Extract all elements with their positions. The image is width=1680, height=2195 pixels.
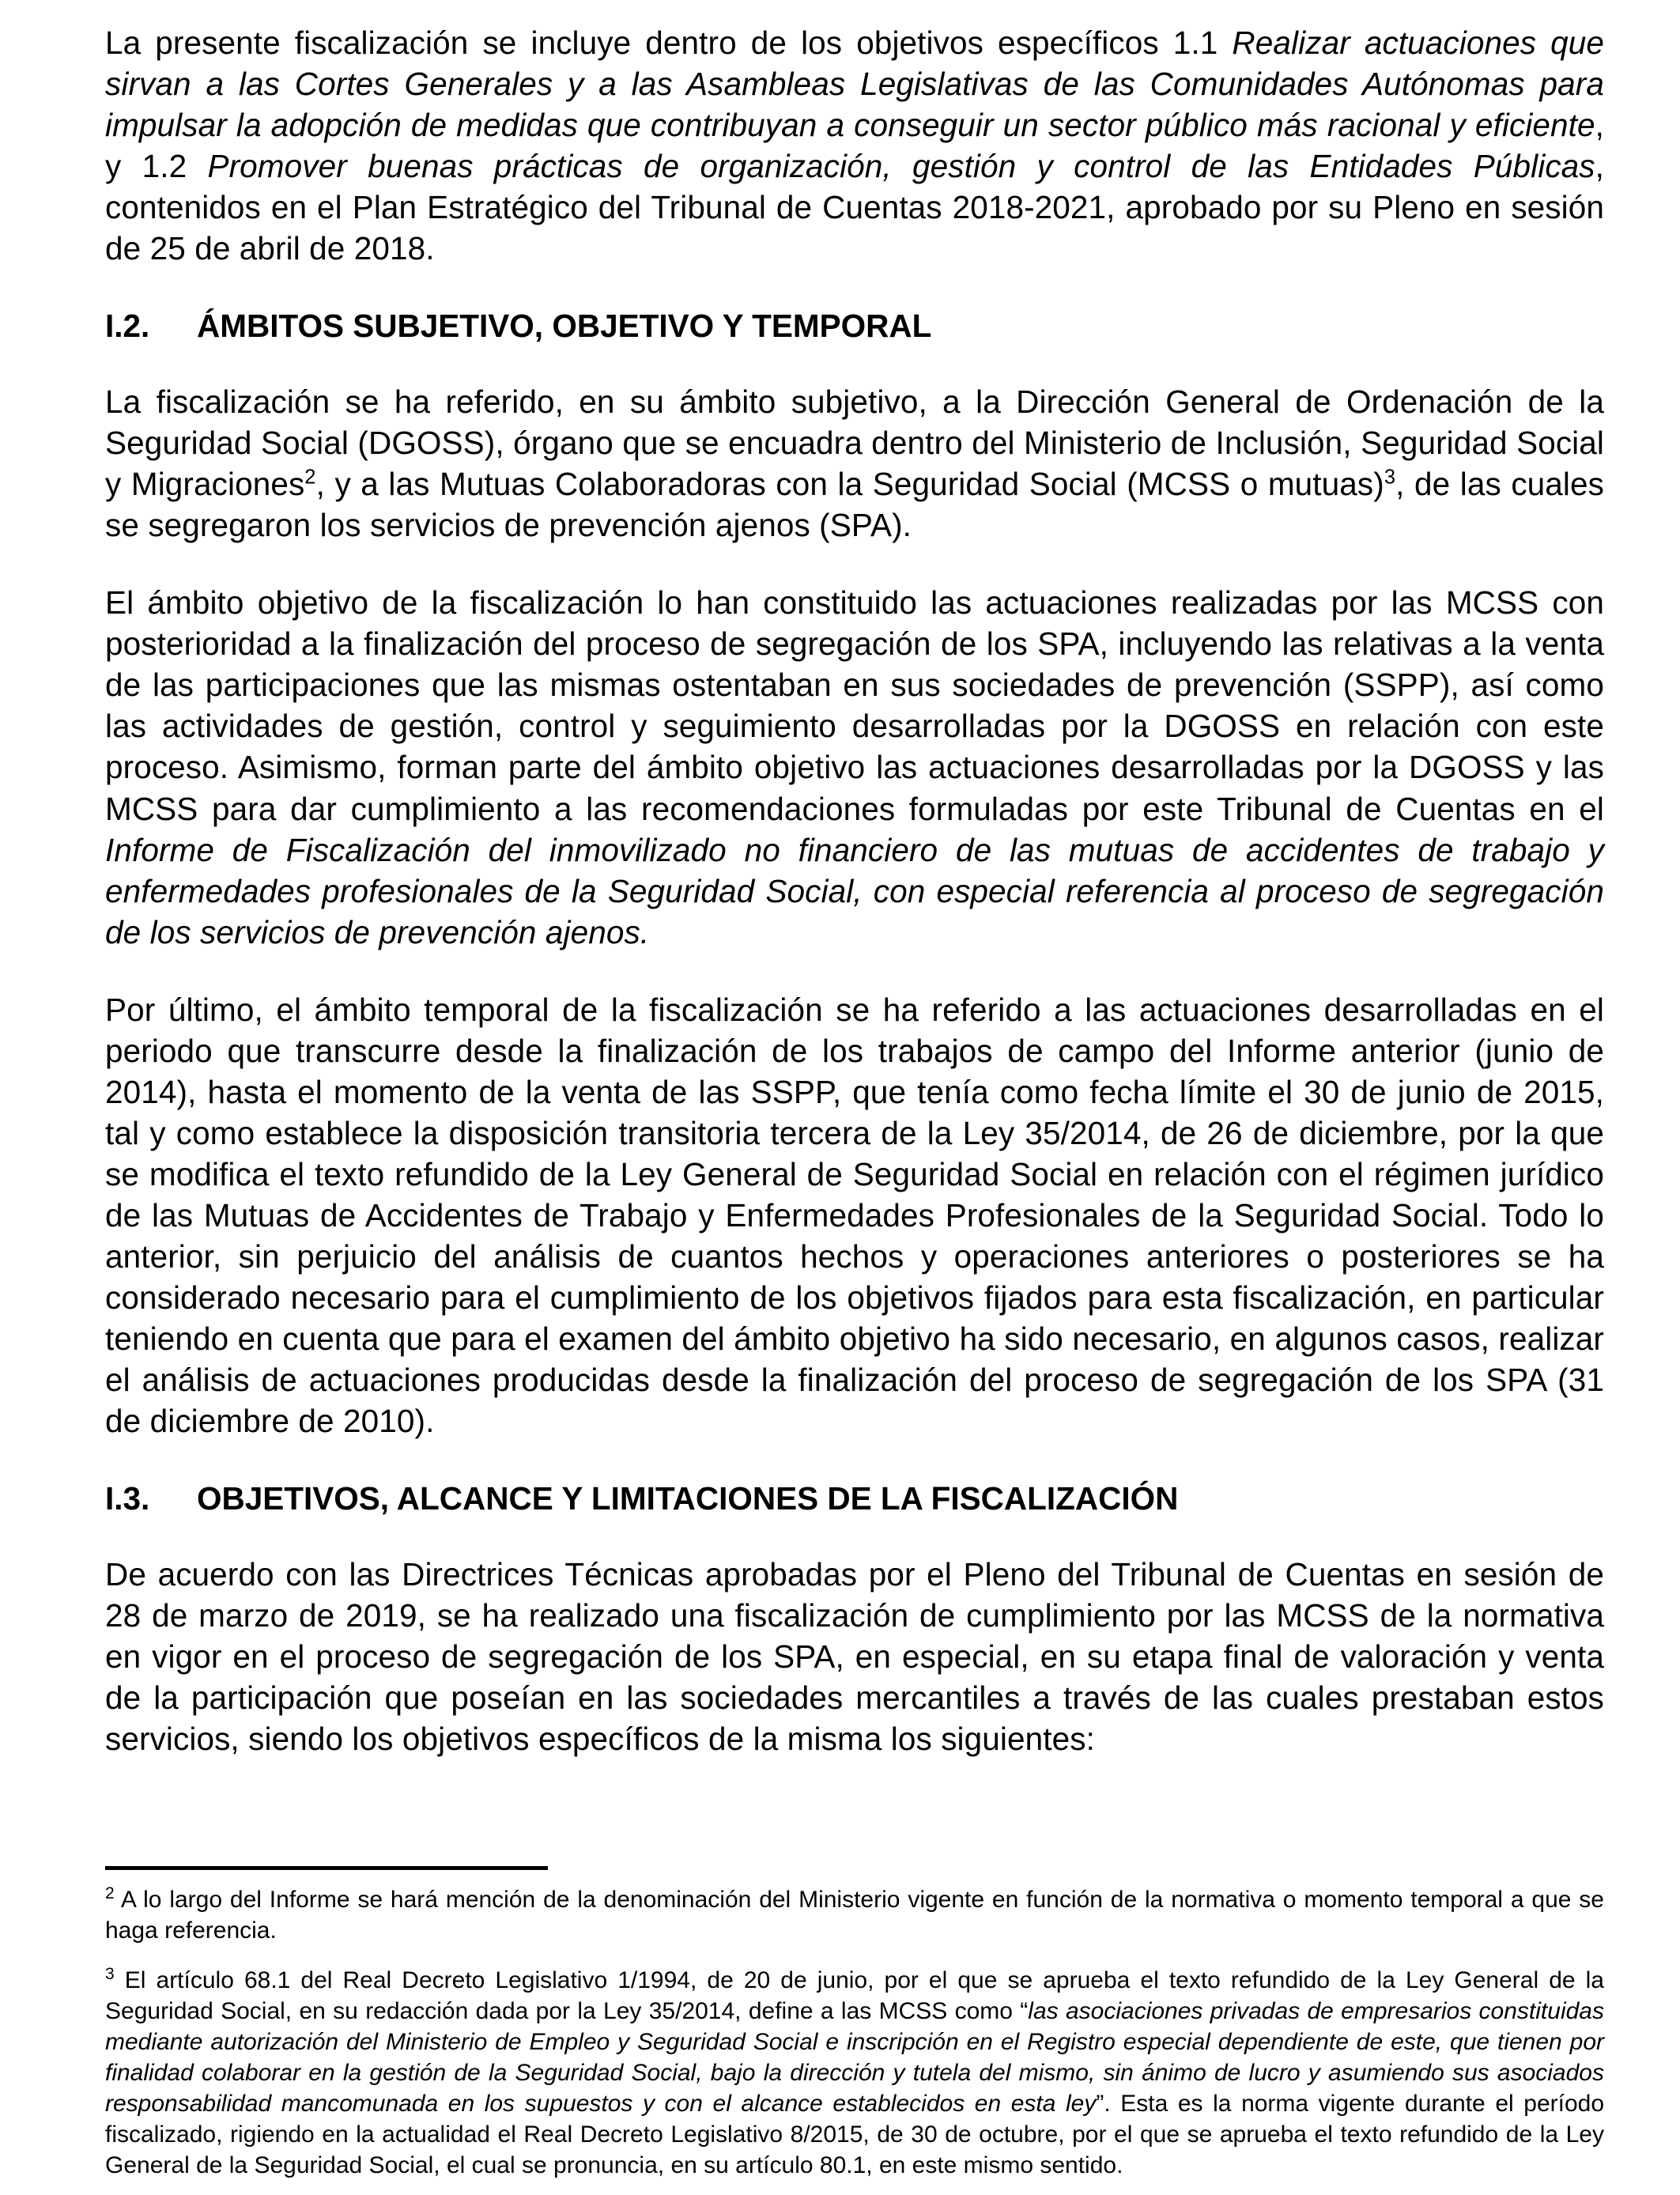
footnote-3-italic-quote: las asociaciones privadas de empresarios constituidas mediante autorización del Ministerio de Empleo y Seguridad Social e inscripción en el Registro especial dependiente de este, que tienen por finalidad colaborar en la gestión de la Seguridad Social, bajo la dirección y tutela del mismo, sin ánimo de lucro y asumiendo sus asociados responsabilidad mancomunada en los supuestos y con el alcance establecidos en esta ley <box>105 1998 1604 2117</box>
footnote-2-marker: 2 <box>105 1884 115 1902</box>
footnote-2 <box>105 1884 1604 1946</box>
paragraph-2-segment-1: La fiscalización se ha referido, en su ámbito subjetivo, a la Dirección General de Ordenación de la Seguridad Social (DGOSS), órgano que se encuadra dentro del Ministerio de Inclusión, Seguridad Social y Migraciones <box>105 383 1604 503</box>
paragraph-ambito-objetivo <box>105 582 1604 952</box>
section-heading-i2-text: ÁMBITOS SUBJETIVO, OBJETIVO Y TEMPORAL <box>197 308 932 345</box>
paragraph-2-segment-3: , de las cuales se segregaron los servicios de prevención ajenos (SPA). <box>105 466 1604 544</box>
footnote-3-segment-1: El artículo 68.1 del Real Decreto Legislativo 1/1994, de 20 de junio, por el que se aprueba el texto refundido de la Ley General de la Seguridad Social, en su redacción dada por la Ley 35/2014, define a las MCSS como “ <box>105 1967 1604 2024</box>
paragraph-1-segment-1: La presente fiscalización se incluye dentro de los objetivos específicos 1.1 <box>105 25 1233 61</box>
paragraph-directrices-tecnicas: De acuerdo con las Directrices Técnicas aprobadas por el Pleno del Tribunal de Cuentas en sesión de 28 de marzo de 2019, se ha realizado una fiscalización de cumplimiento por las MCSS de la normativa en vigor en el proceso de segregación de los SPA, en especial, en su etapa final de valoración y venta de la participación que poseían en las sociedades mercantiles a través de las cuales prestaban estos servicios, siendo los objetivos específicos de la misma los siguientes: <box>105 1556 1604 1758</box>
footnote-3 <box>105 1965 1604 2181</box>
footnote-reference-3: 3 <box>1384 466 1396 489</box>
paragraph-1-italic-objective-1-1: Realizar actuaciones que sirvan a las Cortes Generales y a las Asambleas Legislativas de las Comunidades Autónomas para impulsar la adopción de medidas que contribuyan a conseguir un sector público más racional y eficiente <box>105 25 1604 144</box>
paragraph-1-italic-objective-1-2: Promover buenas prácticas de organización, gestión y control de las Entidades Públicas <box>207 148 1595 185</box>
footnotes-section <box>105 1866 1604 2181</box>
paragraph-3-italic-informe-title: Informe de Fiscalización del inmovilizado no financiero de las mutuas de accidentes de trabajo y enfermedades profesionales de la Seguridad Social, con especial referencia al proceso de segregación de los servicios de prevención ajenos. <box>105 831 1604 950</box>
section-heading-i3 <box>105 1478 1604 1519</box>
footnote-reference-2: 2 <box>304 466 316 489</box>
section-heading-i3-text: OBJETIVOS, ALCANCE Y LIMITACIONES DE LA FISCALIZACIÓN <box>197 1479 1179 1517</box>
paragraph-2-segment-2: , y a las Mutuas Colaboradoras con la Seguridad Social (MCSS o mutuas) <box>315 466 1384 503</box>
paragraph-ambito-subjetivo <box>105 381 1604 546</box>
section-heading-i2 <box>105 305 1604 346</box>
footnote-2-text: A lo largo del Informe se hará mención de la denominación del Ministerio vigente en función de la normativa o momento temporal a que se haga referencia. <box>105 1887 1604 1944</box>
paragraph-ambito-temporal: Por último, el ámbito temporal de la fiscalización se ha referido a las actuaciones desarrolladas en el periodo que transcurre desde la finalización de los trabajos de campo del Informe anterior (junio de 2014), hasta el momento de la venta de las SSPP, que tenía como fecha límite el 30 de junio de 2015, tal y como establece la disposición transitoria tercera de la Ley 35/2014, de 26 de diciembre, por la que se modifica el texto refundido de la Ley General de Seguridad Social en relación con el régimen jurídico de las Mutuas de Accidentes de Trabajo y Enfermedades Profesionales de la Seguridad Social. Todo lo anterior, sin perjuicio del análisis de cuantos hechos y operaciones anteriores o posteriores se ha considerado necesario para el cumplimiento de los objetivos fijados para esta fiscalización, en particular teniendo en cuenta que para el examen del ámbito objetivo ha sido necesario, en algunos casos, realizar el análisis de actuaciones producidas desde la finalización del proceso de segregación de los SPA (31 de diciembre de 2010). <box>105 991 1604 1439</box>
paragraph-3-segment-1: El ámbito objetivo de la fiscalización lo han constituido las actuaciones realizadas por las MCSS con posterioridad a la finalización del proceso de segregación de los SPA, incluyendo las relativas a la venta de las participaciones que las mismas ostentaban en sus sociedades de prevención (SSPP), así como las actividades de gestión, control y seguimiento desarrolladas por la DGOSS en relación con este proceso. Asimismo, forman parte del ámbito objetivo las actuaciones desarrolladas por la DGOSS y las MCSS para dar cumplimiento a las recomendaciones formuladas por este Tribunal de Cuentas en el <box>105 584 1604 827</box>
section-heading-i3-number: I.3. <box>105 1479 150 1517</box>
paragraph-1-segment-3: , y 1.2 <box>105 107 1604 185</box>
paragraph-objetivos-estrategicos <box>105 22 1604 269</box>
section-heading-i2-number: I.2. <box>105 308 150 345</box>
paragraph-1-segment-5: , contenidos en el Plan Estratégico del Tribunal de Cuentas 2018-2021, aprobado por su Pleno en sesión de 25 de abril de 2018. <box>105 148 1605 267</box>
footnote-3-marker: 3 <box>105 1965 115 1983</box>
footnote-separator-rule <box>105 1866 548 1870</box>
footnote-3-segment-3: ”. Esta es la norma vigente durante el período fiscalizado, rigiendo en la actualidad el Real Decreto Legislativo 8/2015, de 30 de octubre, por el que se aprueba el texto refundido de la Ley General de la Seguridad Social, el cual se pronuncia, en su artículo 80.1, en este mismo sentido. <box>105 2091 1605 2178</box>
document-body <box>105 22 1604 1759</box>
